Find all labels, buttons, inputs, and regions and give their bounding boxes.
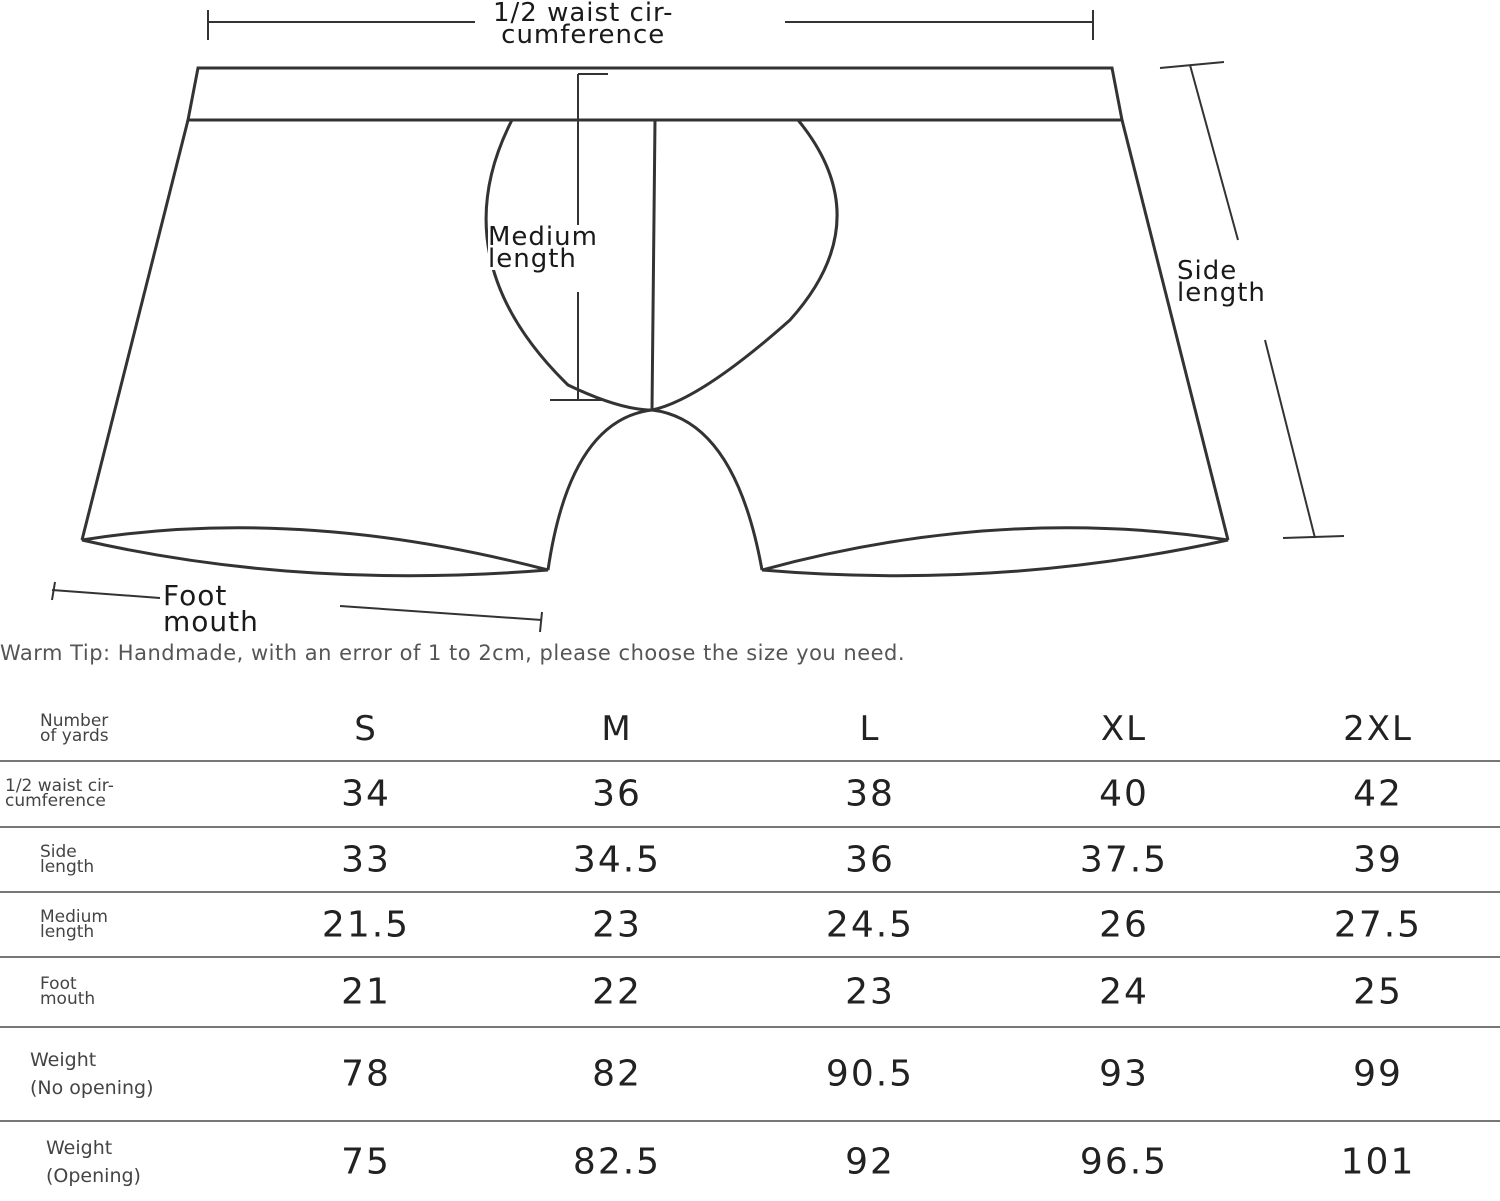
table-cell: 38 (845, 773, 895, 815)
table-cell: 82.5 (572, 1141, 662, 1182)
table-cell: 22 (592, 971, 642, 1013)
table-cell: 82 (592, 1053, 642, 1095)
table-cell: 21.5 (321, 904, 411, 945)
row-header-label: Number of yards (40, 711, 109, 746)
warm-tip: Warm Tip: Handmade, with an error of 1 to 2cm, please choose the size you need. (0, 641, 906, 665)
table-cell: 93 (1099, 1053, 1149, 1095)
table-cell: 99 (1353, 1053, 1403, 1095)
table-cell: 90.5 (825, 1053, 915, 1095)
table-cell: 36 (592, 773, 642, 815)
table-row (0, 893, 1500, 958)
crotch-curve (548, 410, 762, 570)
table-cell: 23 (845, 971, 895, 1013)
row-label-waist: 1/2 waist cir- cumference (5, 776, 114, 811)
side-dimension-line-top (1190, 65, 1238, 240)
table-cell: 40 (1099, 773, 1149, 815)
table-cell: 78 (341, 1053, 391, 1095)
table-cell: 37.5 (1079, 839, 1169, 880)
table-row (0, 1122, 1500, 1201)
table-cell: 42 (1353, 773, 1403, 815)
table-cell: 25 (1353, 971, 1403, 1013)
size-s: S (354, 709, 378, 749)
row-label-medium: Medium length (40, 906, 108, 942)
table-cell: 101 (1340, 1141, 1416, 1182)
table-cell: 23 (592, 904, 642, 945)
foot-mouth-label: Foot mouth (163, 579, 259, 638)
table-header-row (0, 698, 1500, 762)
table-cell: 39 (1353, 839, 1403, 880)
table-cell: 75 (341, 1141, 391, 1182)
left-leg-hem (82, 528, 548, 576)
size-table (0, 698, 1500, 1201)
table-row (0, 828, 1500, 893)
size-m: M (601, 709, 633, 749)
table-cell: 26 (1099, 904, 1149, 945)
table-cell: 21 (341, 971, 391, 1013)
side-length-label: Side length (1177, 256, 1266, 308)
side-dimension-line-bottom (1265, 340, 1315, 538)
table-cell: 96.5 (1079, 1141, 1169, 1182)
table-cell: 24 (1099, 971, 1149, 1013)
table-cell: 24.5 (825, 904, 915, 945)
table-row (0, 958, 1500, 1028)
foot-dimension-line-left (52, 590, 160, 598)
table-cell: 27.5 (1333, 904, 1423, 945)
table-cell: 92 (845, 1141, 895, 1182)
waistband-shape (188, 68, 1122, 120)
row-label-weight-opening: Weight (Opening) (46, 1136, 141, 1187)
right-side-seam (1122, 120, 1228, 540)
right-leg-hem (762, 528, 1228, 576)
row-label-side: Side length (40, 841, 95, 877)
table-cell: 33 (341, 839, 391, 880)
table-row (0, 1028, 1500, 1122)
medium-length-label: Medium length (488, 222, 598, 274)
table-cell: 34 (341, 773, 391, 815)
table-row (0, 762, 1500, 828)
size-l: L (859, 709, 881, 749)
foot-dimension-line-right (340, 606, 542, 620)
size-2xl: 2XL (1343, 709, 1413, 749)
size-xl: XL (1100, 709, 1148, 749)
waist-label: 1/2 waist cir- cumference (493, 0, 674, 50)
table-cell: 36 (845, 839, 895, 880)
center-seam (652, 120, 655, 410)
row-label-weight-no-opening: Weight (No opening) (30, 1049, 154, 1099)
left-side-seam (82, 120, 188, 540)
row-label-foot: Foot mouth (40, 974, 96, 1009)
table-cell: 34.5 (572, 839, 662, 880)
